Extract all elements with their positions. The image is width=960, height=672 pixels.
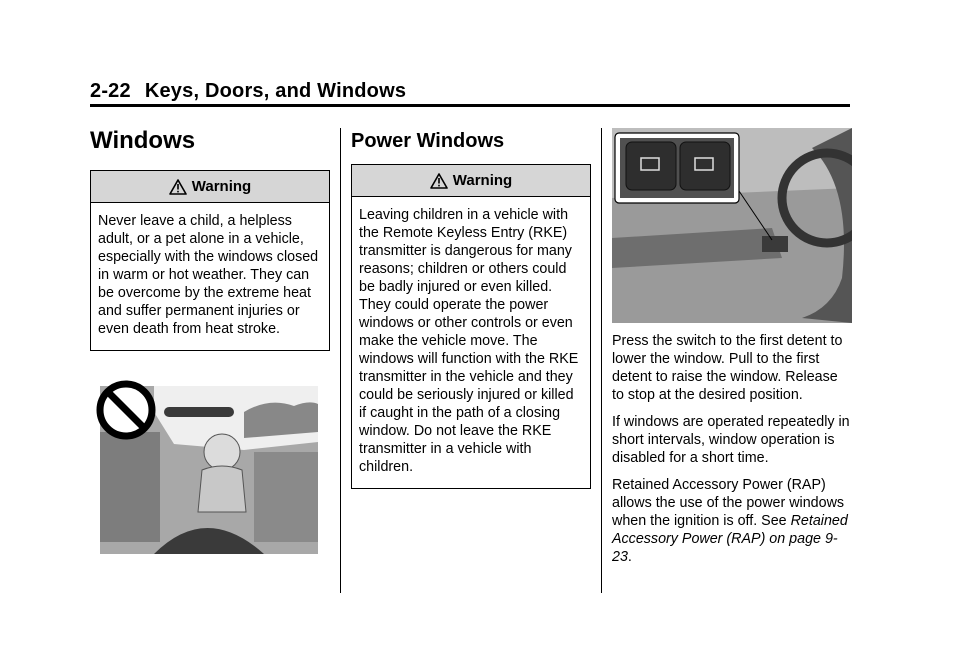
- warning-box-windows: [90, 170, 330, 351]
- warning-triangle-icon: [169, 179, 187, 195]
- warning-label: Warning: [191, 178, 252, 195]
- paragraph-rap: [612, 476, 852, 566]
- column-divider-1: [340, 128, 341, 593]
- page-header: [90, 80, 406, 103]
- power-windows-heading: Power Windows: [351, 130, 505, 152]
- paragraph-switch-operation: Press the switch to the first detent to lower the window. Pull to the first detent to raise the window. Release to stop at the desired position.: [612, 333, 843, 403]
- page-number: 2-22: [90, 80, 131, 102]
- windows-heading: Windows: [90, 127, 196, 154]
- warning-text: Leaving children in a vehicle with the Remote Keyless Entry (RKE) transmitter is dangerous for many reasons; children or others could be badly injured or even killed. They could operate the power windows or other controls or even make the vehicle move. The windows will function with the RKE transmitter in the vehicle and they could be seriously injured or killed if caught in the path of a closing window. Do not leave the RKE transmitter in a vehicle with children.: [359, 207, 579, 475]
- warning-box-power-windows: [351, 164, 591, 489]
- warning-header: [352, 165, 590, 197]
- rap-suffix: .: [627, 549, 632, 565]
- warning-label: Warning: [452, 172, 513, 189]
- windows-column: [90, 126, 330, 351]
- header-rule: [90, 104, 850, 107]
- warning-text: Never leave a child, a helpless adult, or a pet alone in a vehicle, especially with the windows closed in warm or hot weather. They can be overcome by the extreme heat and suffer permanent injuries or even death from heat stroke.: [98, 213, 319, 337]
- child-in-car-illustration: [94, 372, 318, 554]
- column-divider-2: [601, 128, 602, 593]
- rap-text: Retained Accessory Power (RAP) allows the use of the power windows when the ignition is off. See: [612, 477, 845, 529]
- paragraph-repeated-operation: If windows are operated repeatedly in short intervals, window operation is disabled for a short time.: [612, 414, 850, 466]
- power-windows-column: [351, 126, 591, 489]
- window-switch-illustration: [612, 128, 852, 323]
- section-title: Keys, Doors, and Windows: [144, 80, 407, 102]
- rap-cross-reference-link[interactable]: Retained Accessory Power (RAP) on page 9-23: [612, 513, 848, 565]
- warning-triangle-icon: [430, 173, 448, 189]
- warning-header: [91, 171, 329, 203]
